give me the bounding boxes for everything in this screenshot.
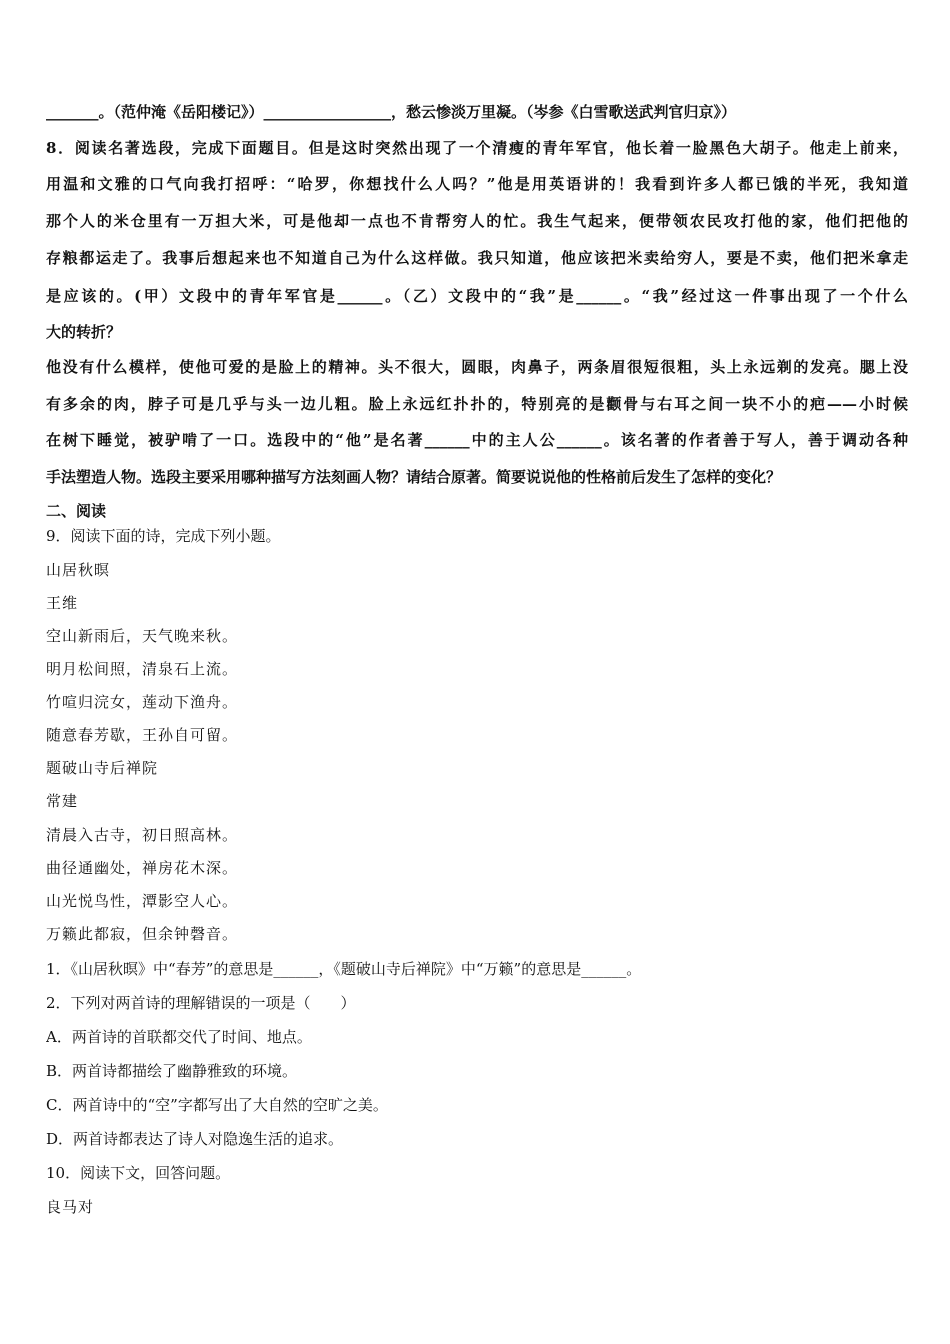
sub-question-2: 2．下列对两首诗的理解错误的一项是（ ）: [46, 994, 356, 1012]
fill-in-line-q7: _______。（范仲淹《岳阳楼记》）_________________，愁云惨淡万里凝。（岑参《白雪歌送武判官归京》）: [46, 103, 737, 121]
excerpt-text: 有多余的肉，脖子可是几乎与头一边儿粗。脸上永远红扑扑的，特别亮的是颧骨与右耳之间一块不小的疤——小时候: [46, 395, 908, 413]
section-heading: 二、阅读: [46, 502, 107, 520]
question-9-prompt: 9．阅读下面的诗，完成下列小题。: [46, 527, 281, 545]
option-b: B．两首诗都描绘了幽静雅致的环境。: [46, 1062, 298, 1080]
question-10-prompt: 10．阅读下文，回答问题。: [46, 1164, 231, 1182]
poem-line: 曲径通幽处，禅房花木深。: [46, 859, 239, 877]
question-8-text: 存粮都运走了。我事后想起来也不知道自己为什么这样做。我只知道，他应该把米卖给穷人，要是不卖，他们把米拿走: [46, 249, 908, 267]
option-c: C．两首诗中的“空”字都写出了大自然的空旷之美。: [46, 1096, 388, 1114]
poem-title: 山居秋暝: [46, 561, 111, 579]
poem-line: 空山新雨后，天气晚来秋。: [46, 627, 239, 645]
poem-author: 王维: [46, 594, 79, 612]
sub-question-1: 1．《山居秋暝》中“春芳”的意思是______，《题破山寺后禅院》中“万籁”的意思是______。: [46, 960, 642, 978]
poem-line: 明月松间照，清泉石上流。: [46, 660, 239, 678]
poem-line: 万籁此都寂，但余钟磬音。: [46, 925, 239, 943]
poem-line: 随意春芳歇，王孙自可留。: [46, 726, 239, 744]
poem-title: 题破山寺后禅院: [46, 759, 159, 777]
excerpt-text: 在树下睡觉，被驴啃了一口。选段中的“他”是名著______中的主人公______。该名著的作者善于写人，善于调动各种: [46, 431, 908, 449]
question-8-text: 大的转折？: [46, 323, 122, 341]
poem-line: 山光悦鸟性，潭影空人心。: [46, 892, 239, 910]
excerpt-text: 手法塑造人物。选段主要采用哪种描写方法刻画人物？请结合原著。简要说说他的性格前后发生了怎样的变化？: [46, 468, 782, 486]
question-8-text: 8．阅读名著选段，完成下面题目。但是这时突然出现了一个清瘦的青年军官，他长着一脸黑色大胡子。他走上前来，: [46, 139, 908, 157]
poem-line: 清晨入古寺，初日照高林。: [46, 826, 239, 844]
question-8-text: 用温和文雅的口气向我打招呼：“哈罗，你想找什么人吗？”他是用英语讲的！我看到许多人都已饿的半死，我知道: [46, 175, 908, 193]
poem-line: 竹喧归浣女，莲动下渔舟。: [46, 693, 239, 711]
poem-author: 常建: [46, 792, 79, 810]
question-8-text: 那个人的米仓里有一万担大米，可是他却一点也不肯帮穷人的忙。我生气起来，便带领农民攻打他的家，他们把他的: [46, 212, 908, 230]
excerpt-text: 他没有什么模样，使他可爱的是脸上的精神。头不很大，圆眼，肉鼻子，两条眉很短很粗，头上永远剃的发亮。腮上没: [46, 358, 908, 376]
article-title: 良马对: [46, 1198, 95, 1216]
question-8-text: 是应该的。(甲）文段中的青年军官是______。（乙）文段中的“我”是______。“我”经过这一件事出现了一个什么: [46, 287, 908, 305]
option-a: A．两首诗的首联都交代了时间、地点。: [46, 1028, 312, 1046]
option-d: D．两首诗都表达了诗人对隐逸生活的追求。: [46, 1130, 344, 1148]
